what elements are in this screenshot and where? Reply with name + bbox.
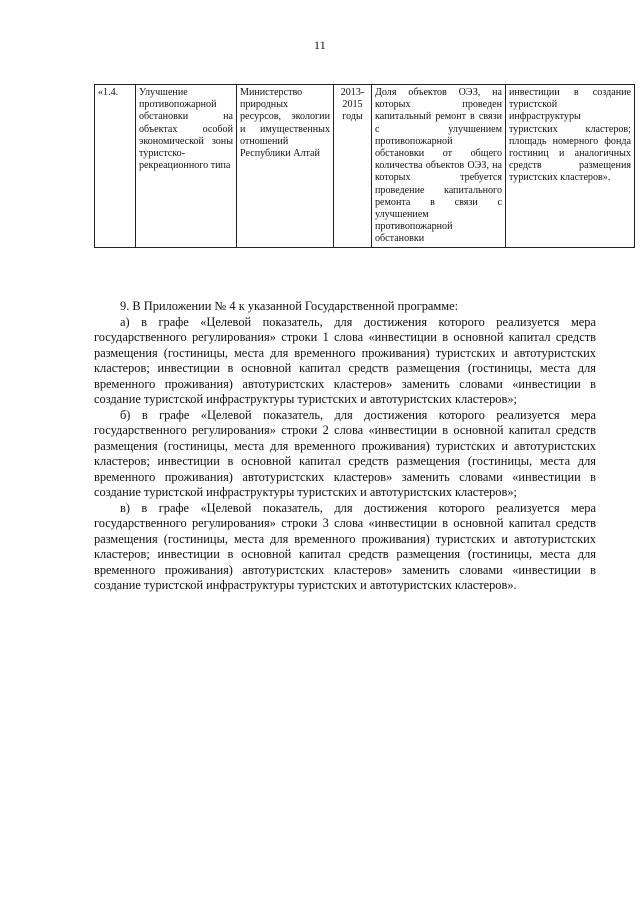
paragraph-c: в) в графе «Целевой показатель, для достижения которого реализуется мера государственного регулирования» строки 3 слова «инвестиции в основной капитал средств размещения (гостиницы, места для временного проживания) туристских и автотуристских кластеров; инвестиции в основной капитал средств размещения (гостиницы, места для временного проживания) автотуристских кластеров» заменить словами «инвестиции в создание туристской инфраструктуры туристских и автотуристских кластеров». <box>94 500 596 592</box>
page-number: 11 <box>314 38 326 52</box>
body-text <box>94 299 596 594</box>
period-cell: 2013-2015 годы <box>334 85 372 248</box>
paragraph-a: а) в графе «Целевой показатель, для достижения которого реализуется мера государственного регулирования» строки 1 слова «инвестиции в основной капитал средств размещения (гостиницы, места для временного проживания) туристских и автотуристских кластеров; инвестиции в основной капитал средств размещения (гостиницы, места для временного проживания) автотуристских кластеров» заменить словами «инвестиции в создание туристской инфраструктуры туристских и автотуристских кластеров»; <box>94 314 596 406</box>
paragraph-b: б) в графе «Целевой показатель, для достижения которого реализуется мера государственного регулирования» строки 2 слова «инвестиции в основной капитал средств размещения (гостиницы, места для временного проживания) туристских и автотуристских кластеров; инвестиции в основной капитал средств размещения (гостиницы, места для временного проживания) автотуристских кластеров» заменить словами «инвестиции в создание туристской инфраструктуры туристских и автотуристских кластеров»; <box>94 407 596 499</box>
executor-cell: Министерство природных ресурсов, экологии и имущественных отношений Республики Алтай <box>237 85 334 248</box>
measures-table <box>94 84 635 248</box>
paragraph-heading: 9. В Приложении № 4 к указанной Государственной программе: <box>120 299 459 313</box>
row-number-cell: «1.4. <box>95 85 136 248</box>
indicator-cell: Доля объектов ОЭЗ, на которых проведен капитальный ремонт в связи с улучшением противопожарной обстановки от общего количества объектов ОЭЗ, на которых требуется проведение капитального ремонта в связи с улучшением противопожарной обстановки <box>372 85 506 248</box>
target-indicator-cell: инвестиции в создание туристской инфраструктуры туристских кластеров; площадь номерного фонда гостиниц и аналогичных средств размещения туристских кластеров». <box>506 85 635 248</box>
table-row <box>95 85 635 248</box>
measure-name-cell: Улучшение противопожарной обстановки на объектах особой экономической зоны туристско-рекреационного типа <box>136 85 237 248</box>
